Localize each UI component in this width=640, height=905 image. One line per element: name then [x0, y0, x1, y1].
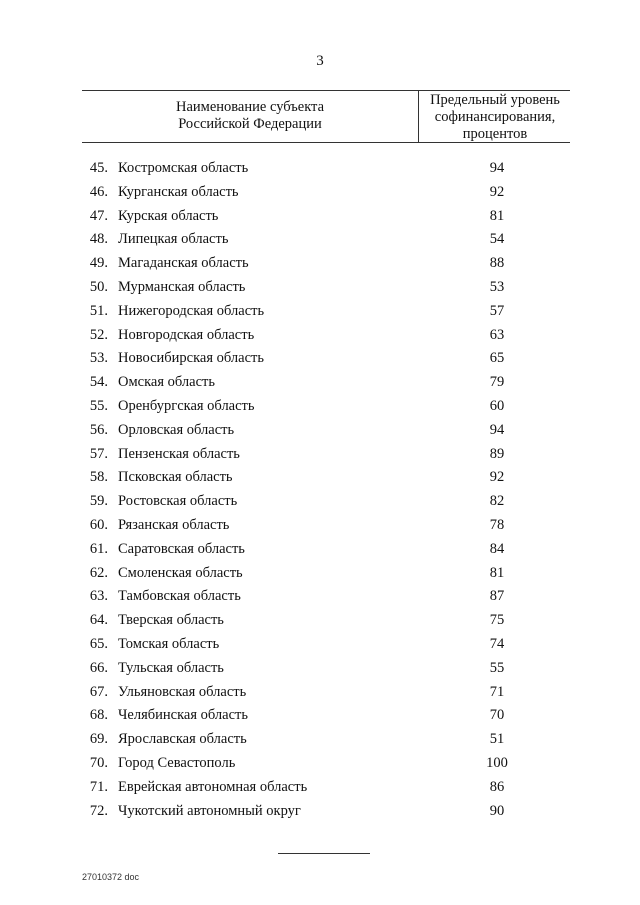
table-row	[0, 395, 640, 419]
header-name	[100, 99, 400, 133]
row-number: 47.	[89, 207, 108, 224]
cofinancing-value: 71	[489, 683, 505, 700]
end-rule	[278, 853, 370, 854]
header-value-line3: процентов	[462, 126, 528, 142]
row-number: 63.	[89, 588, 108, 605]
row-number: 55.	[89, 397, 108, 414]
table-row	[0, 252, 640, 276]
cofinancing-value: 53	[489, 278, 505, 295]
table-row	[0, 324, 640, 348]
region-name: Ульяновская область	[118, 683, 247, 700]
region-name: Ярославская область	[118, 731, 247, 748]
table-row	[0, 371, 640, 395]
table-row	[0, 157, 640, 181]
table-row	[0, 228, 640, 252]
region-name: Тульская область	[118, 659, 224, 676]
cofinancing-value: 81	[489, 564, 505, 581]
row-number: 68.	[89, 707, 108, 724]
cofinancing-value: 92	[489, 183, 505, 200]
table-body	[0, 157, 640, 823]
region-name: Саратовская область	[118, 540, 245, 557]
table-row	[0, 562, 640, 586]
cofinancing-value: 51	[489, 731, 505, 748]
table-row	[0, 443, 640, 467]
row-number: 56.	[89, 421, 108, 438]
row-number: 58.	[89, 469, 108, 486]
cofinancing-value: 94	[489, 421, 505, 438]
table-row	[0, 752, 640, 776]
header-top-rule	[82, 90, 570, 91]
table-row	[0, 776, 640, 800]
region-name: Магаданская область	[118, 255, 249, 272]
row-number: 67.	[89, 683, 108, 700]
row-number: 53.	[89, 350, 108, 367]
region-name: Пензенская область	[118, 445, 240, 462]
region-name: Омская область	[118, 374, 215, 391]
table-row	[0, 704, 640, 728]
row-number: 50.	[89, 278, 108, 295]
region-name: Тамбовская область	[118, 588, 241, 605]
row-number: 49.	[89, 255, 108, 272]
table-row	[0, 657, 640, 681]
region-name: Липецкая область	[118, 231, 229, 248]
header-value-line2: софинансирования,	[434, 109, 556, 125]
row-number: 46.	[89, 183, 108, 200]
table-row	[0, 538, 640, 562]
cofinancing-value: 79	[489, 374, 505, 391]
table-row	[0, 585, 640, 609]
region-name: Нижегородская область	[118, 302, 265, 319]
table-row	[0, 347, 640, 371]
cofinancing-value: 90	[489, 802, 505, 819]
region-name: Орловская область	[118, 421, 235, 438]
cofinancing-value: 84	[489, 540, 505, 557]
cofinancing-value: 63	[489, 326, 505, 343]
row-number: 62.	[89, 564, 108, 581]
header-value-line1: Предельный уровень	[430, 92, 560, 108]
region-name: Костромская область	[118, 160, 249, 176]
region-name: Ростовская область	[118, 493, 238, 510]
region-name: Мурманская область	[118, 278, 246, 295]
table-row	[0, 490, 640, 514]
region-name: Рязанская область	[118, 516, 230, 533]
cofinancing-value: 87	[489, 588, 505, 605]
table-row	[0, 514, 640, 538]
cofinancing-value: 57	[489, 302, 505, 319]
table-row	[0, 205, 640, 229]
table-row	[0, 633, 640, 657]
region-name: Курганская область	[118, 183, 239, 200]
row-number: 65.	[89, 635, 108, 652]
row-number: 51.	[89, 302, 108, 319]
cofinancing-value: 78	[489, 516, 505, 533]
row-number: 60.	[89, 516, 108, 533]
row-number: 52.	[89, 326, 108, 343]
cofinancing-value: 60	[489, 397, 505, 414]
table-row	[0, 681, 640, 705]
cofinancing-value: 65	[489, 350, 505, 367]
row-number: 71.	[89, 778, 108, 795]
page-number: 3	[316, 53, 324, 69]
row-number: 64.	[89, 612, 108, 629]
cofinancing-value: 74	[489, 635, 505, 652]
cofinancing-value: 75	[489, 612, 505, 629]
row-number: 66.	[89, 659, 108, 676]
cofinancing-value: 81	[489, 207, 505, 224]
region-name: Город Севастополь	[118, 754, 236, 771]
cofinancing-value: 55	[489, 659, 505, 676]
region-name: Оренбургская область	[118, 397, 255, 414]
region-name: Томская область	[118, 635, 220, 652]
cofinancing-value: 89	[489, 445, 505, 462]
row-number: 61.	[89, 540, 108, 557]
header-name-line1: Наименование субъекта	[175, 99, 325, 115]
cofinancing-value: 88	[489, 255, 505, 272]
table-row	[0, 181, 640, 205]
cofinancing-value: 86	[489, 778, 505, 795]
row-number: 45.	[89, 160, 108, 176]
region-name: Смоленская область	[118, 564, 243, 581]
table-row	[0, 276, 640, 300]
header-name-line2: Российской Федерации	[178, 116, 322, 132]
region-name: Челябинская область	[118, 707, 248, 724]
cofinancing-value: 92	[489, 469, 505, 486]
table-row	[0, 609, 640, 633]
region-name: Новгородская область	[118, 326, 255, 343]
table-row	[0, 466, 640, 490]
header-column-divider	[418, 90, 419, 143]
header-value	[420, 92, 570, 143]
row-number: 69.	[89, 731, 108, 748]
row-number: 59.	[89, 493, 108, 510]
region-name: Чукотский автономный округ	[118, 802, 301, 819]
row-number: 54.	[89, 374, 108, 391]
cofinancing-value: 70	[489, 707, 505, 724]
region-name: Еврейская автономная область	[118, 778, 308, 795]
region-name: Курская область	[118, 207, 219, 224]
file-code: 27010372 doc	[82, 872, 140, 882]
row-number: 57.	[89, 445, 108, 462]
table-row	[0, 800, 640, 824]
row-number: 70.	[89, 754, 108, 771]
cofinancing-value: 82	[489, 493, 505, 510]
region-name: Псковская область	[118, 469, 233, 486]
cofinancing-value: 100	[486, 754, 508, 771]
region-name: Новосибирская область	[118, 350, 264, 367]
table-row	[0, 419, 640, 443]
row-number: 48.	[89, 231, 108, 248]
table-row	[0, 300, 640, 324]
row-number: 72.	[89, 802, 108, 819]
cofinancing-value: 94	[489, 160, 505, 176]
table-row	[0, 728, 640, 752]
cofinancing-value: 54	[489, 231, 505, 248]
region-name: Тверская область	[118, 612, 224, 629]
